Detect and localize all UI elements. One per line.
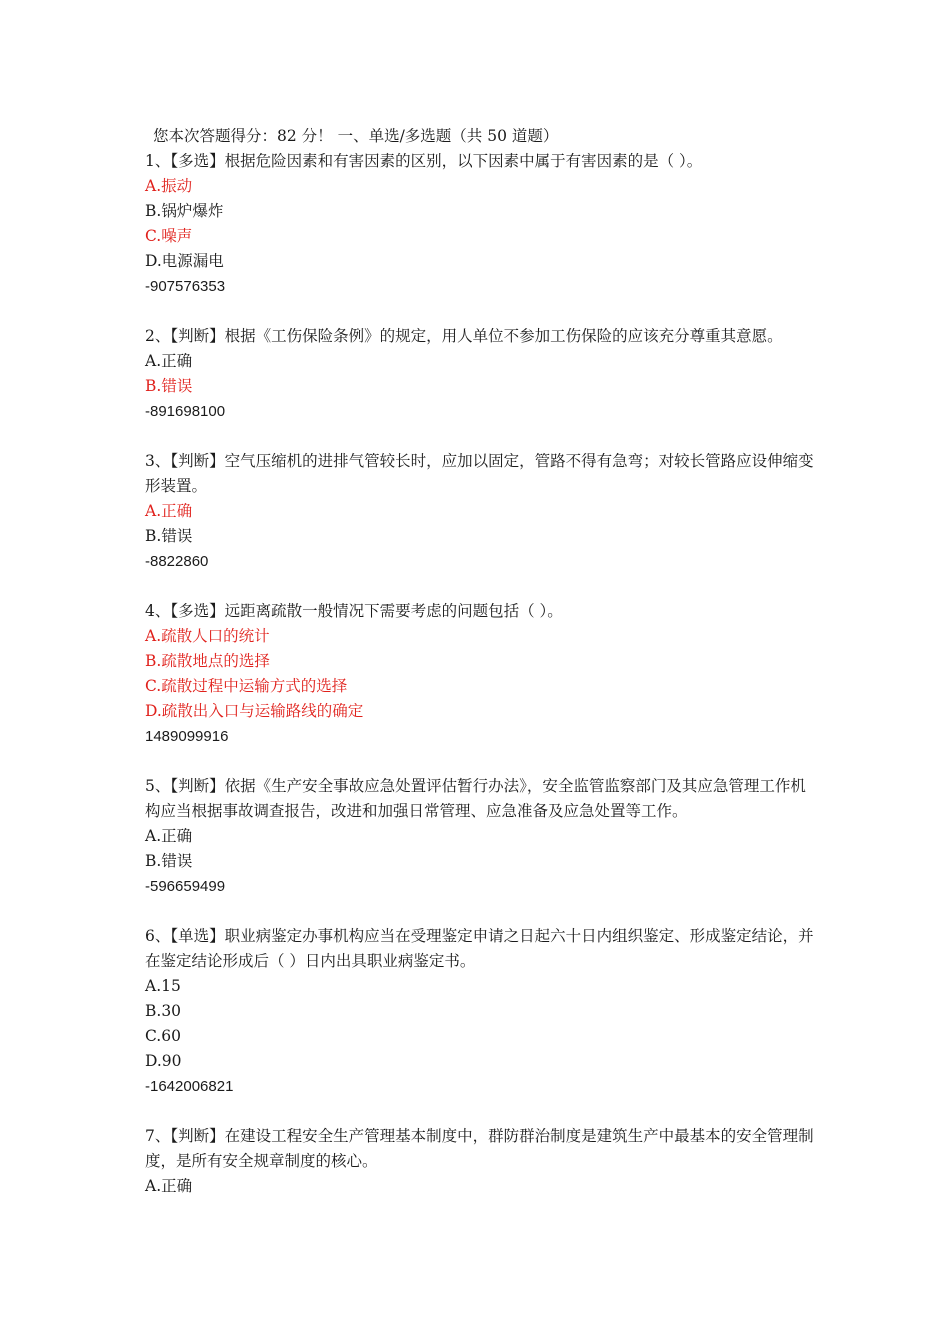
answer-option: B.30: [145, 1002, 182, 1020]
answer-option: A.正确: [145, 352, 193, 370]
answer-option-selected: D.疏散出入口与运输路线的确定: [145, 702, 364, 720]
question-stem: 2、【判断】根据《工伤保险条例》的规定，用人单位不参加工伤保险的应该充分尊重其意愿。: [145, 327, 783, 345]
question-stem: 1、【多选】根据危险因素和有害因素的区别，以下因素中属于有害因素的是（ ）。: [145, 152, 703, 170]
score-header: 您本次答题得分：82 分！ 一、单选/多选题（共 50 道题）: [153, 127, 559, 145]
question-id-code: -1642006821: [145, 1078, 234, 1095]
answer-option: A.15: [145, 977, 181, 995]
answer-option-selected: A.正确: [145, 502, 193, 520]
answer-option-selected: C.噪声: [145, 227, 193, 245]
answer-option: C.60: [145, 1027, 181, 1045]
question-block: [145, 149, 815, 299]
question-id-code: -8822860: [145, 553, 209, 570]
question-block: [145, 324, 815, 424]
question-stem: 7、【判断】在建设工程安全生产管理基本制度中，群防群治制度是建筑生产中最基本的安全管理制度，是所有安全规章制度的核心。: [145, 1127, 814, 1170]
question-block: [145, 1124, 815, 1199]
answer-option: B.锅炉爆炸: [145, 202, 224, 220]
answer-option: B.错误: [145, 852, 193, 870]
answer-option-selected: C.疏散过程中运输方式的选择: [145, 677, 348, 695]
question-id-code: 1489099916: [145, 728, 229, 745]
answer-option: A.正确: [145, 827, 193, 845]
question-block: [145, 774, 815, 899]
question-stem: 6、【单选】职业病鉴定办事机构应当在受理鉴定申请之日起六十日内组织鉴定、形成鉴定结论，并在鉴定结论形成后（ ）日内出具职业病鉴定书。: [145, 927, 814, 970]
answer-option-selected: B.疏散地点的选择: [145, 652, 270, 670]
answer-option: D.90: [145, 1052, 182, 1070]
question-block: [145, 924, 815, 1099]
question-stem: 4、【多选】远距离疏散一般情况下需要考虑的问题包括（ ）。: [145, 602, 563, 620]
answer-option-selected: A.振动: [145, 177, 193, 195]
answer-option-selected: B.错误: [145, 377, 193, 395]
question-list: [145, 149, 815, 1199]
question-stem: 3、【判断】空气压缩机的进排气管较长时，应加以固定，管路不得有急弯；对较长管路应设伸缩变形装置。: [145, 452, 814, 495]
question-stem: 5、【判断】依据《生产安全事故应急处置评估暂行办法》，安全监管监察部门及其应急管理工作机构应当根据事故调查报告，改进和加强日常管理、应急准备及应急处置等工作。: [145, 777, 806, 820]
question-id-code: -907576353: [145, 278, 226, 295]
answer-option: B.错误: [145, 527, 193, 545]
answer-option: A.正确: [145, 1177, 193, 1195]
question-block: [145, 449, 815, 574]
answer-option-selected: A.疏散人口的统计: [145, 627, 270, 645]
question-id-code: -596659499: [145, 878, 226, 895]
answer-option: D.电源漏电: [145, 252, 224, 270]
question-block: [145, 599, 815, 749]
question-id-code: -891698100: [145, 403, 226, 420]
document-page: [145, 124, 815, 1224]
